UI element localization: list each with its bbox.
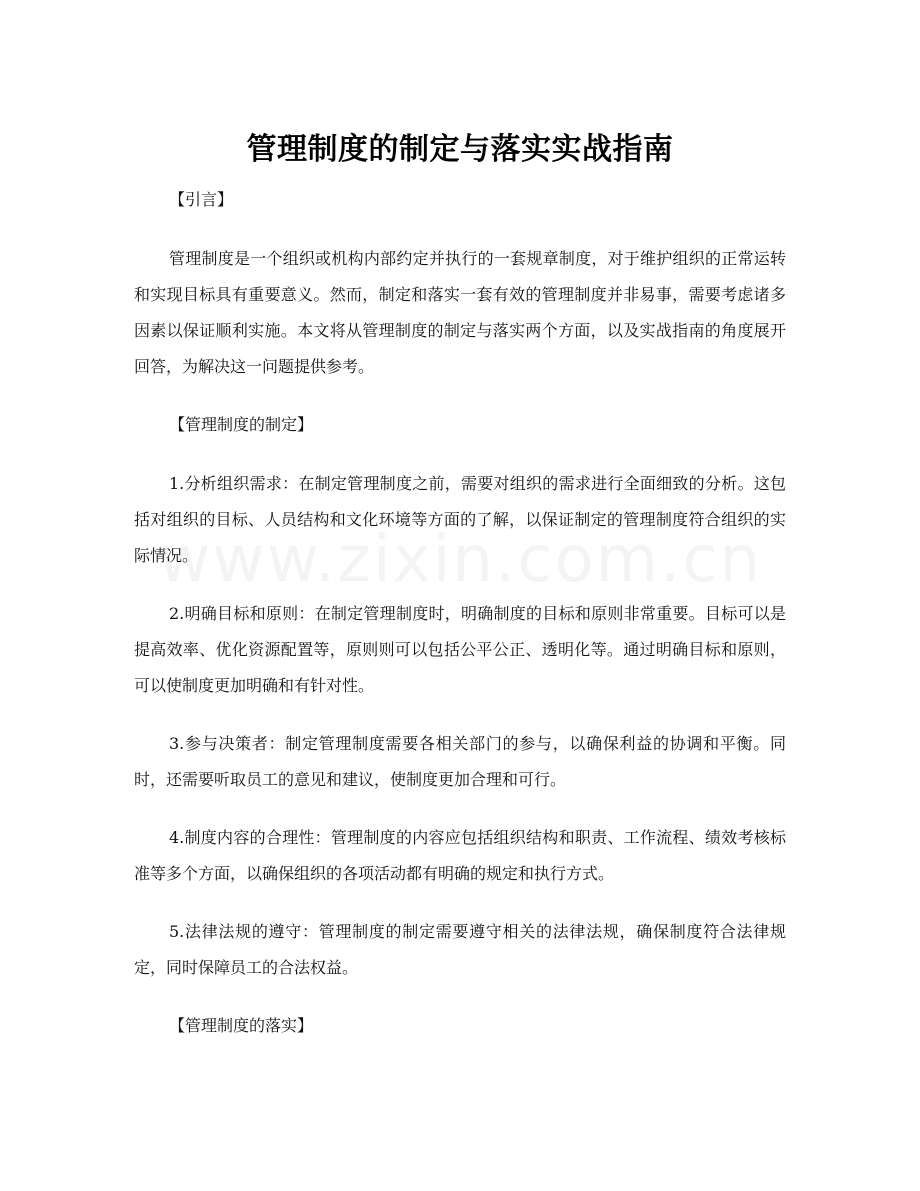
list-item-5: 5.法律法规的遵守：管理制度的制定需要遵守相关的法律法规，确保制度符合法律规定，同时保障员工的合法权益。 <box>134 922 786 977</box>
list-item-2: 2.明确目标和原则：在制定管理制度时，明确制度的目标和原则非常重要。目标可以是提高效率、优化资源配置等，原则则可以包括公平公正、透明化等。通过明确目标和原则，可以使制度更加明确和有针对性。 <box>134 604 786 695</box>
section-heading-implement: 【管理制度的落实】 <box>169 1016 314 1035</box>
document-title: 管理制度的制定与落实实战指南 <box>246 132 674 168</box>
list-item-1: 1.分析组织需求：在制定管理制度之前，需要对组织的需求进行全面细致的分析。这包括对组织的目标、人员结构和文化环境等方面的了解，以保证制定的管理制度符合组织的实际情况。 <box>134 474 786 565</box>
list-item-4: 4.制度内容的合理性：管理制度的内容应包括组织结构和职责、工作流程、绩效考核标准等多个方面，以确保组织的各项活动都有明确的规定和执行方式。 <box>134 828 786 883</box>
intro-paragraph: 管理制度是一个组织或机构内部约定并执行的一套规章制度，对于维护组织的正常运转和实现目标具有重要意义。然而，制定和落实一套有效的管理制度并非易事，需要考虑诸多因素以保证顺利实施。本文将从管理制度的制定与落实两个方面，以及实战指南的角度展开回答，为解决这一问题提供参考。 <box>134 249 786 376</box>
list-item-3: 3.参与决策者：制定管理制度需要各相关部门的参与，以确保利益的协调和平衡。同时，还需要听取员工的意见和建议，使制度更加合理和可行。 <box>134 734 786 789</box>
document-body <box>134 182 786 1044</box>
section-heading-making: 【管理制度的制定】 <box>169 415 314 434</box>
section-heading-intro: 【引言】 <box>169 190 234 209</box>
